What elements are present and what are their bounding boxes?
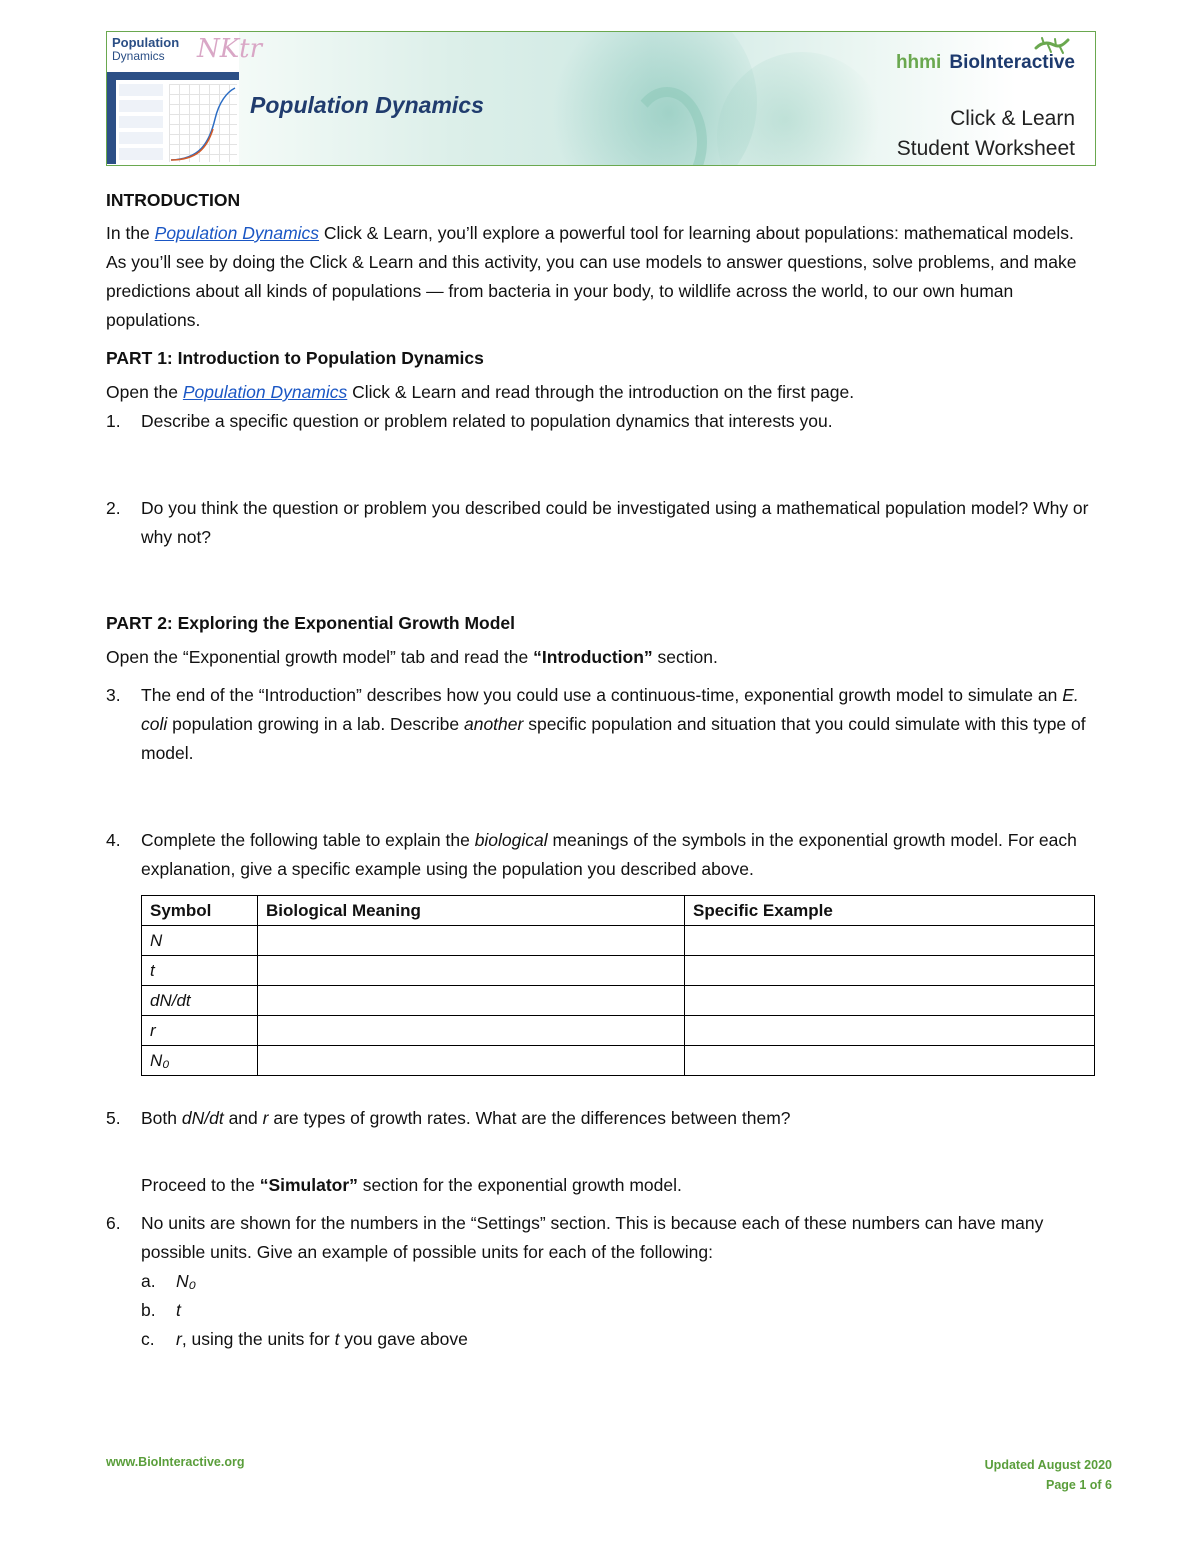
proceed-emphasis: “Simulator”: [259, 1175, 358, 1195]
question-text: Do you think the question or problem you described could be investigated using a mathematical population model? Why or why not?: [141, 498, 1089, 547]
proceed-text: Proceed to the: [141, 1175, 260, 1195]
question-text: and: [223, 1108, 263, 1128]
question-number: 2.: [106, 498, 121, 518]
example-answer-cell[interactable]: [685, 926, 1095, 956]
footer-page-number: Page 1 of 6: [1046, 1478, 1112, 1492]
question-text: Complete the following table to explain the: [141, 830, 475, 850]
example-answer-cell[interactable]: [685, 1046, 1095, 1076]
header-banner: [106, 31, 1096, 166]
footer-meta: [985, 1455, 1112, 1495]
subquestion-text-italic: t: [334, 1329, 340, 1349]
example-answer-cell[interactable]: [685, 956, 1095, 986]
intro-heading: INTRODUCTION: [106, 190, 241, 210]
table-row: [142, 986, 1095, 1016]
part2-heading: PART 2: Exploring the Exponential Growth Model: [106, 613, 515, 633]
subquestion-letter: a.: [141, 1271, 156, 1291]
symbol-cell: r: [142, 1016, 258, 1046]
symbol-table: [141, 895, 1095, 1076]
subquestion-text: N₀: [176, 1271, 197, 1291]
example-answer-cell[interactable]: [685, 1016, 1095, 1046]
question-number: 1.: [106, 411, 121, 431]
question-text: population growing in a lab. Describe: [167, 714, 464, 734]
question-text: Both: [141, 1108, 182, 1128]
part2-lead-emphasis: “Introduction”: [533, 647, 653, 667]
subquestion-letter: c.: [141, 1329, 155, 1349]
symbol-cell: t: [142, 956, 258, 986]
worksheet-body: [106, 186, 1096, 1354]
question-number: 3.: [106, 685, 121, 705]
part2-lead-text: Open the “Exponential growth model” tab and read the: [106, 647, 534, 667]
question-text-italic: biological: [474, 830, 548, 850]
symbol-cell: N: [142, 926, 258, 956]
question-number: 4.: [106, 830, 121, 850]
growth-curve-icon: [169, 84, 237, 162]
question-6: [106, 1209, 1096, 1267]
part2-lead: [106, 643, 1096, 672]
thumbnail-subtitle: Dynamics: [112, 49, 165, 63]
question-6c: [106, 1325, 1096, 1354]
biointeractive-logo: [896, 52, 1075, 74]
population-dynamics-link[interactable]: Population Dynamics: [182, 382, 348, 402]
click-and-learn-thumbnail: [107, 32, 263, 165]
meaning-answer-cell[interactable]: [258, 986, 685, 1016]
question-number: 5.: [106, 1108, 121, 1128]
table-row: [142, 1016, 1095, 1046]
question-text: are types of growth rates. What are the differences between them?: [268, 1108, 791, 1128]
table-header-symbol: Symbol: [142, 896, 258, 926]
thumbnail-settings-panel: [119, 84, 163, 162]
question-number: 6.: [106, 1213, 121, 1233]
thumbnail-toolbar: [107, 72, 239, 80]
subquestion-text: you gave above: [339, 1329, 468, 1349]
proceed-text: section for the exponential growth model.: [357, 1175, 682, 1195]
question-text-italic: another: [463, 714, 524, 734]
question-text: specific population and situation that you could simulate with this type of model.: [141, 714, 1086, 763]
meaning-answer-cell[interactable]: [258, 1016, 685, 1046]
logo-hhmi-text: hhmi: [895, 52, 942, 73]
subquestion-text-italic: r: [176, 1329, 182, 1349]
meaning-answer-cell[interactable]: [258, 926, 685, 956]
table-row: [142, 1046, 1095, 1076]
intro-text: In the: [106, 223, 155, 243]
question-text-italic: r: [262, 1108, 269, 1128]
question-2: [106, 494, 1096, 552]
meaning-answer-cell[interactable]: [258, 956, 685, 986]
thumbnail-mark: NKtr: [197, 34, 263, 64]
question-text-italic: dN/dt: [181, 1108, 224, 1128]
thumbnail-title: Population: [112, 35, 180, 50]
example-answer-cell[interactable]: [685, 986, 1095, 1016]
part1-lead-text: Open the: [106, 382, 183, 402]
part2-lead-text: section.: [652, 647, 718, 667]
question-3: [106, 681, 1096, 768]
table-row: [142, 956, 1095, 986]
question-text-italic: E. coli: [141, 685, 1079, 734]
table-header-meaning: Biological Meaning: [258, 896, 685, 926]
logo-biointeractive-text: BioInteractive: [949, 52, 1075, 73]
question-5: [106, 1104, 1096, 1133]
proceed-instruction: [106, 1171, 1096, 1200]
table-header-row: [142, 896, 1095, 926]
question-4: [106, 826, 1096, 884]
document-kind: [897, 104, 1075, 164]
intro-text: Click & Learn, you’ll explore a powerful tool for learning about populations: mathematical models. As you’ll see by doing the Click & Learn and this activity, you can use models to answer questions, solve problems, and make predictions about all kinds of populations — from bacteria in your body, to wildlife across the world, to our own human populations.: [106, 223, 1077, 330]
table-header-example: Specific Example: [685, 896, 1095, 926]
part1-heading: PART 1: Introduction to Population Dynamics: [106, 348, 484, 368]
symbol-cell: dN/dt: [142, 986, 258, 1016]
subquestion-text: , using the units for: [181, 1329, 335, 1349]
subquestion-letter: b.: [141, 1300, 156, 1320]
question-text: The end of the “Introduction” describes how you could use a continuous-time, exponential growth model to simulate an: [141, 685, 1063, 705]
question-text: No units are shown for the numbers in the “Settings” section. This is because each of these numbers can have many possible units. Give an example of possible units for each of the following:: [141, 1213, 1044, 1262]
question-text: meanings of the symbols in the exponential growth model. For each explanation, give a specific example using the population you described above.: [141, 830, 1077, 879]
intro-paragraph: [106, 219, 1096, 335]
document-kind-line1: Click & Learn: [950, 107, 1075, 130]
page-title: Population Dynamics: [250, 92, 484, 118]
question-6a: [106, 1267, 1096, 1296]
question-text: Describe a specific question or problem related to population dynamics that interests you.: [141, 411, 833, 431]
footer-updated-date: Updated August 2020: [984, 1458, 1112, 1472]
part1-lead-text: Click & Learn and read through the introduction on the first page.: [347, 382, 855, 402]
table-row: [142, 926, 1095, 956]
symbol-cell: N₀: [142, 1046, 258, 1076]
part1-lead: [106, 378, 1096, 407]
footer-website-link[interactable]: www.BioInteractive.org: [106, 1455, 245, 1469]
thumbnail-sidebar: [107, 80, 116, 164]
meaning-answer-cell[interactable]: [258, 1046, 685, 1076]
document-kind-line2: Student Worksheet: [896, 137, 1075, 160]
population-dynamics-link[interactable]: Population Dynamics: [154, 223, 320, 243]
question-1: [106, 407, 1096, 436]
subquestion-text: t: [176, 1300, 181, 1320]
question-6b: [106, 1296, 1096, 1325]
